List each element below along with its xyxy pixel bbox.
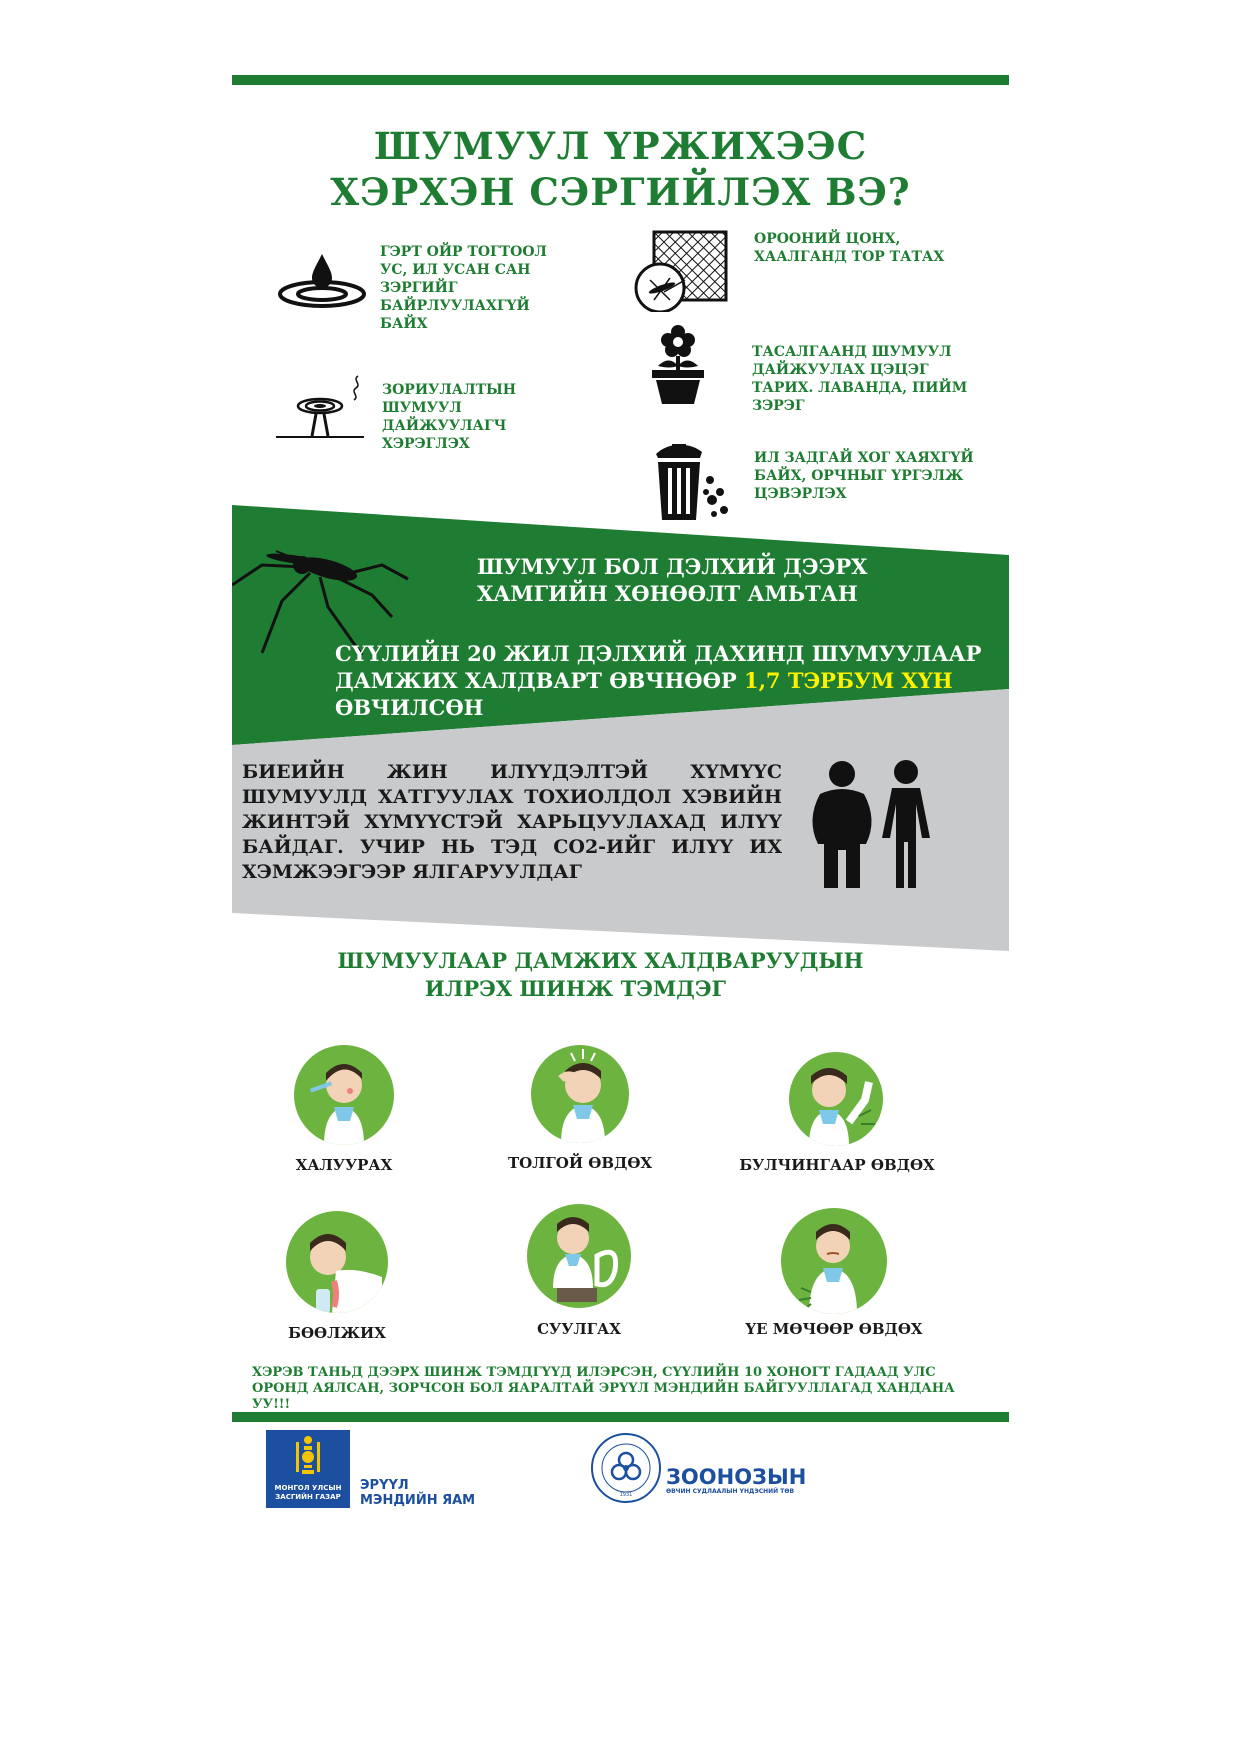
tip-repellent-plants: ТАСАЛГААНД ШУМУУЛ ДАЙЖУУЛАХ ЦЭЦЭГ ТАРИХ. ЛАВАНДА, ПИЙМ ЗЭРЭГ xyxy=(752,344,968,414)
soyombo-emblem-icon xyxy=(266,1430,350,1480)
fact-headline xyxy=(477,553,957,607)
symptom-label-headache: ТОЛГОЙ ӨВДӨХ xyxy=(507,1154,653,1172)
fever-icon xyxy=(294,1045,394,1145)
warning-text: ХЭРЭВ ТАНЬД ДЭЭРХ ШИНЖ ТЭМДГҮҮД ИЛЭРСЭН, СҮҮЛИЙН 10 ХОНОГТ ГАДААД УЛС ОРОНД АЯЛСАН, ЗОРЧСОН БОЛ ЯАРАЛТАЙ ЭРҮҮЛ МЭНДИЙН БАЙГУУЛЛАГАД ХАНДАНА УУ!!! xyxy=(252,1365,955,1412)
center-subtitle: ӨВЧИН СУДЛААЛЫН ҮНДЭСНИЙ ТӨВ xyxy=(666,1488,795,1495)
ministry-name xyxy=(360,1478,475,1508)
fact-headline-line-2: ХАМГИЙН ХӨНӨӨЛТ АМЬТАН xyxy=(477,581,858,606)
page-title xyxy=(232,123,1009,215)
symptoms-title-line-2: ИЛРЭХ ШИНЖ ТЭМДЭГ xyxy=(424,976,727,1001)
water-drop-icon xyxy=(276,248,368,312)
fact-statistic xyxy=(335,640,1005,721)
ministry-name-line-2: МЭНДИЙН ЯАМ xyxy=(360,1493,476,1508)
government-logo-line-2: ЗАСГИЙН ГАЗАР xyxy=(275,1493,341,1501)
symptom-label-diarrhea: СУУЛГАХ xyxy=(537,1320,621,1338)
ministry-name-line-1: ЭРҮҮЛ xyxy=(360,1478,409,1493)
mosquito-icon xyxy=(232,545,412,655)
symptoms-title-line-1: ШУМУУЛААР ДАМЖИХ ХАЛДВАРУУДЫН xyxy=(337,948,864,973)
weight-note: БИЕИЙН ЖИН ИЛҮҮДЭЛТЭЙ ХҮМҮҮС ШУМУУЛД ХАТГУУЛАХ ТОХИОЛДОЛ ХЭВИЙН ЖИНТЭЙ ХҮМҮҮСТЭЙ ХАРЬЦУУЛАХАД ИЛҮҮ БАЙДАГ. УЧИР НЬ ТЭД CO2-ИЙГ ИЛҮҮ ИХ ХЭМЖЭЭГЭЭР ЯЛГАРУУЛДАГ xyxy=(242,761,782,883)
zoonotic-center-seal xyxy=(590,1432,662,1504)
mosquito-coil-icon xyxy=(276,370,368,440)
fact-stat-line-2 xyxy=(335,667,1005,694)
bottom-green-bar xyxy=(232,1412,1009,1422)
title-line-1: ШУМУУЛ ҮРЖИХЭЭС xyxy=(373,124,868,168)
potted-plant-icon xyxy=(650,322,706,406)
seal-year: 1931 xyxy=(619,1492,633,1498)
symptom-label-joint-pain: ҮЕ МӨЧӨӨР ӨВДӨХ xyxy=(745,1320,923,1338)
government-logo xyxy=(266,1430,350,1508)
government-logo-text xyxy=(266,1484,350,1502)
zoonotic-center-name xyxy=(666,1466,806,1495)
muscle-pain-icon xyxy=(789,1052,883,1146)
symptom-label-vomiting: БӨӨЛЖИХ xyxy=(288,1324,386,1342)
government-logo-line-1: МОНГОЛ УЛСЫН xyxy=(274,1484,342,1492)
top-green-bar xyxy=(232,75,1009,85)
center-name: ЗООНОЗЫН xyxy=(666,1465,807,1489)
headache-icon xyxy=(531,1045,629,1143)
symptom-label-muscle-pain: БУЛЧИНГААР ӨВДӨХ xyxy=(739,1156,935,1174)
fact-stat-line-2-text: ДАМЖИХ ХАЛДВАРТ ӨВЧНӨӨР xyxy=(335,668,744,693)
symptom-label-fever: ХАЛУУРАХ xyxy=(295,1156,393,1174)
fact-stat-line-1: СҮҮЛИЙН 20 ЖИЛ ДЭЛХИЙ ДАХИНД ШУМУУЛААР xyxy=(335,641,982,666)
symptoms-title xyxy=(232,947,1009,1003)
diarrhea-icon xyxy=(527,1204,631,1308)
fact-stat-line-3: ӨВЧИЛСӨН xyxy=(335,695,484,720)
joint-pain-icon xyxy=(781,1208,887,1314)
title-line-2: ХЭРХЭН СЭРГИЙЛЭХ ВЭ? xyxy=(330,170,911,214)
vomiting-icon xyxy=(286,1211,388,1313)
fact-stat-highlight: 1,7 ТЭРБУМ ХҮН xyxy=(744,668,953,693)
tip-window-net: ОРООНИЙ ЦОНХ, ХААЛГАНД ТОР ТАТАХ xyxy=(754,231,945,265)
tip-clean-trash: ИЛ ЗАДГАЙ ХОГ ХАЯХГҮЙ БАЙХ, ОРЧНЫГ ҮРГЭЛЖ ЦЭВЭРЛЭХ xyxy=(754,450,974,502)
window-net-icon xyxy=(630,230,730,312)
people-silhouette-icon xyxy=(806,760,946,890)
fact-headline-line-1: ШУМУУЛ БОЛ ДЭЛХИЙ ДЭЭРХ xyxy=(477,554,868,579)
tip-repellent-device: ЗОРИУЛАЛТЫН ШУМУУЛ ДАЙЖУУЛАГЧ ХЭРЭГЛЭХ xyxy=(382,382,517,452)
poster xyxy=(232,0,1009,1755)
tip-standing-water: ГЭРТ ОЙР ТОГТООЛ УС, ИЛ УСАН САН ЗЭРГИЙГ БАЙРЛУУЛАХГҮЙ БАЙХ xyxy=(380,244,547,332)
